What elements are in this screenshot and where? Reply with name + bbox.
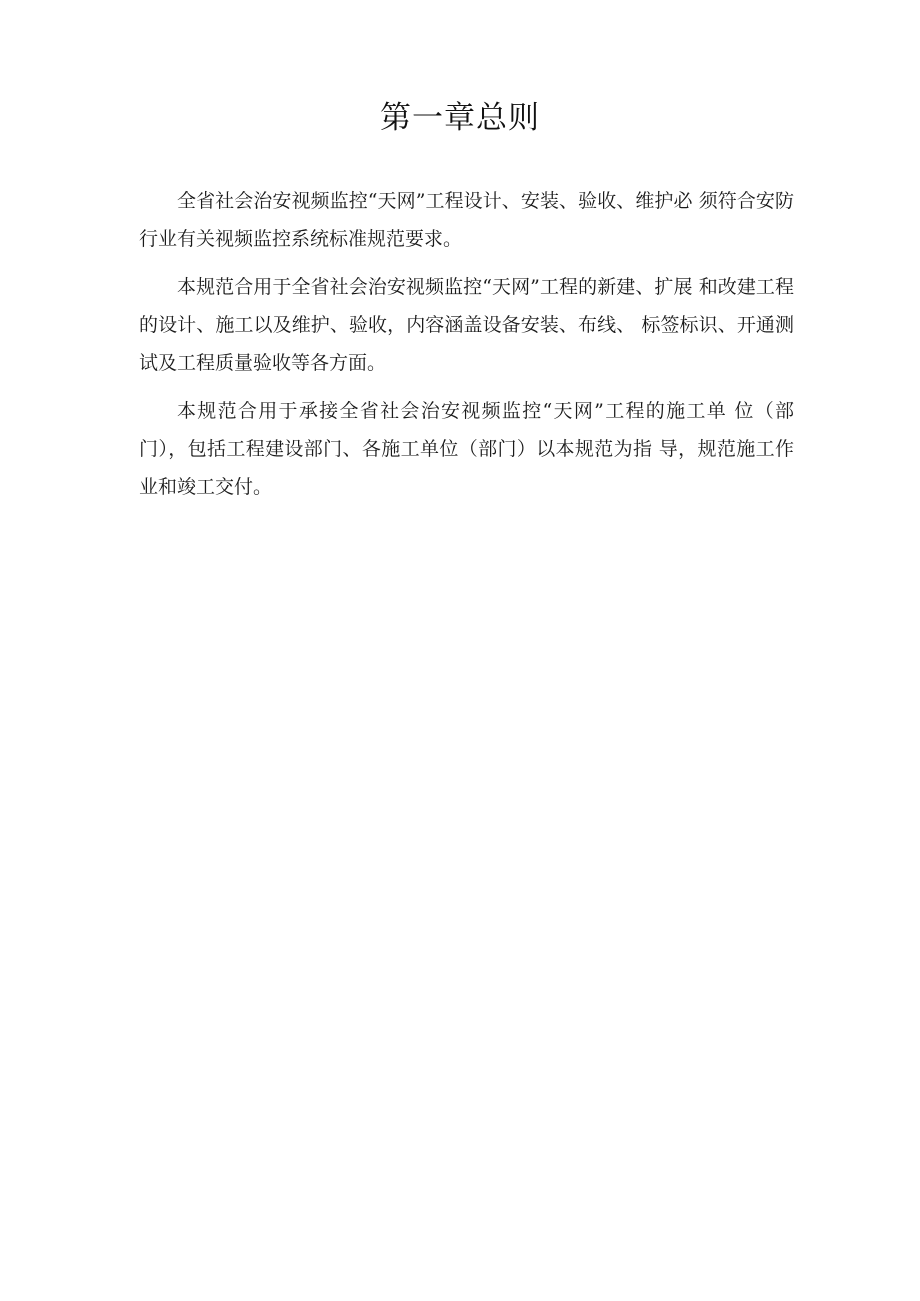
document-body [139, 182, 794, 516]
paragraph-scope-requirements: 全省社会治安视频监控“天网”工程设计、安装、验收、维护必 须符合安防行业有关视频监控系统标准规范要求。 [139, 190, 794, 250]
paragraph-applicability: 本规范合用于全省社会治安视频监控“天网”工程的新建、扩展 和改建工程的设计、施工以及维护、验收，内容涵盖设备安装、布线、 标签标识、开通测试及工程质量验收等各方面。 [139, 276, 794, 374]
paragraph-contractors: 本规范合用于承接全省社会治安视频监控“天网”工程的施工单 位（部门），包括工程建设部门、各施工单位（部门）以本规范为指 导，规范施工作业和竣工交付。 [139, 400, 794, 498]
chapter-title: 第一章总则 [380, 100, 540, 136]
